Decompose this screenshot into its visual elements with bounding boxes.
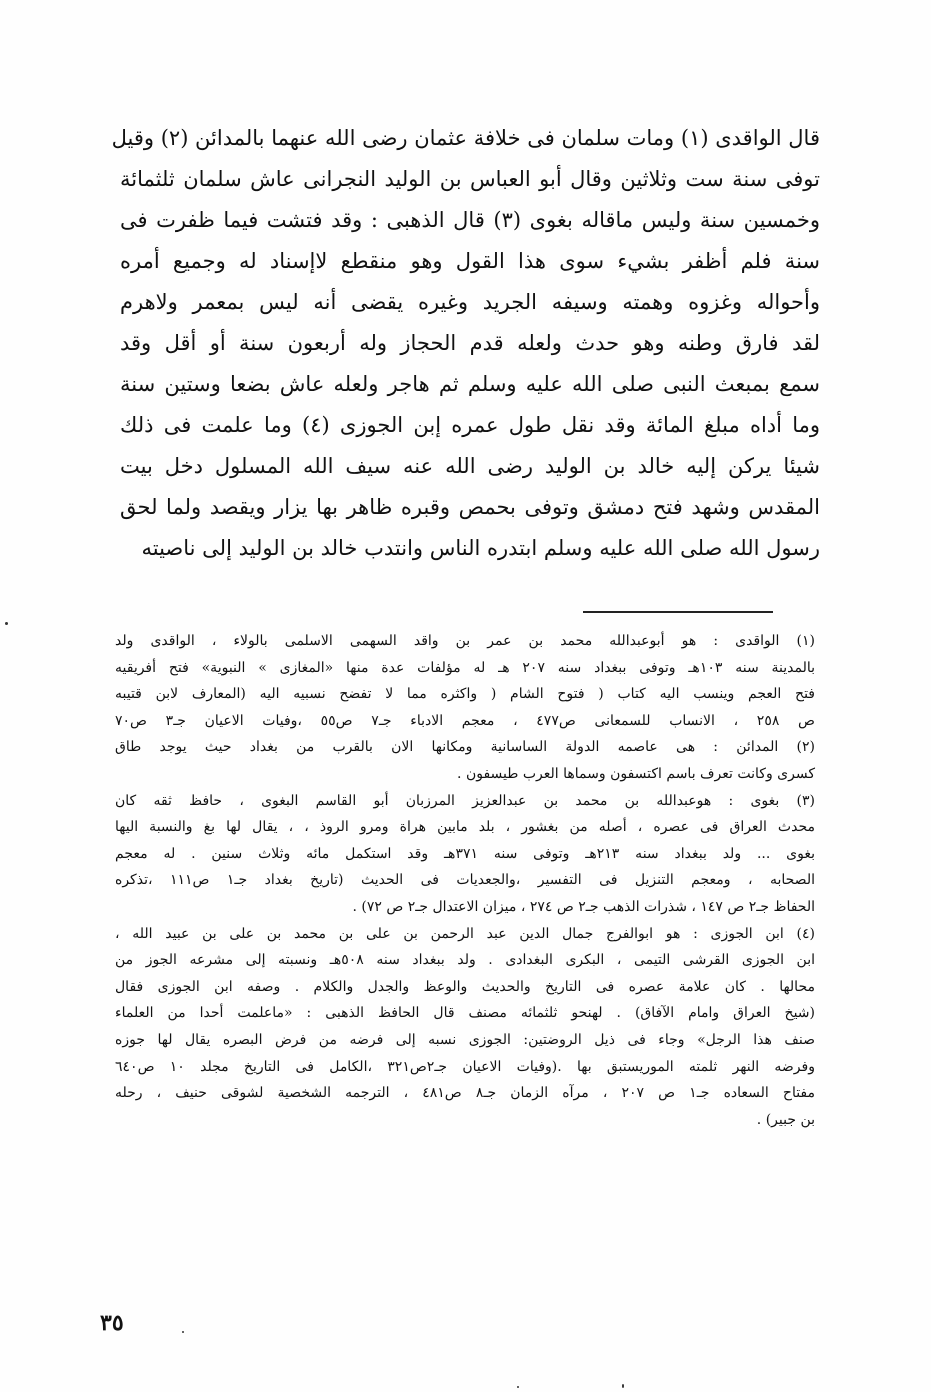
footnote-line: (٣) بغوى : هوعبدالله بن محمد بن عبدالعزيز المرزبان أبو القاسم البغوى ، حافظ ثقه كان: [115, 792, 815, 809]
main-text-block: [111, 118, 820, 569]
footnote-line: بغوى ... ولد ببغداد سنه ٢١٣هـ وتوفى سنه ٣٧١هـ وقد استكمل مائه وثلاث سنين . له معجم: [115, 845, 815, 862]
footnote-line: وفرضه النهر ثلمته الموريستبق بها .(وفيات الاعيان جـ٢ص٣٢١ ،الكامل فى التاريخ مجلد ١٠ ص٦٤٠: [115, 1058, 815, 1075]
footnotes-block: [115, 628, 815, 1133]
main-text-line: سمع بمبعث النبى صلى الله عليه وسلم ثم هاجر ولعله عاش بضعا وستين سنة: [120, 372, 820, 396]
footnote-line: محدث العراق فى عصره ، أصله من بغشور ، بلد مابين هراة ومرو الروذ ، ، يقال لها بغ والنسبة اليها: [115, 819, 815, 836]
scan-speck: [622, 1384, 624, 1388]
scan-speck: [182, 1331, 184, 1333]
footnote-line: الصحابه ، ومعجم التنزيل فى التفسير ،والجعديات فى الحديث (تاريخ بغداد جـ١ ص١١١ ،تذكره: [115, 872, 815, 889]
main-text-line: وخمسين سنة وليس ماقاله بغوى (٣) قال الذهبى : وقد فتشت فيما ظفرت فى: [120, 208, 820, 232]
main-text-line: قال الواقدى (١) ومات سلمان فى خلافة عثمان رضى الله عنهما بالمدائن (٢) وقيل: [111, 126, 820, 150]
footnote-line: مفتاح السعاده جـ١ ص ٢٠٧ ، مرآه الزمان جـ٨ ص٤٨١ ، الترجمه الشخصية لشوقى حنيف ، رحله: [115, 1085, 816, 1102]
main-text-line: وما أداه مبلغ المائة وقد نقل طول عمره إبن الجوزى (٤) وما علمت فى ذلك: [120, 413, 820, 437]
footnote-line: ابن الجوزى القرشى التيمى ، البكرى البغدادى . ولد ببغداد سنه ٥٠٨هـ ونسبته إلى مشرعه الجوز من: [115, 952, 816, 969]
main-text-line: سنة فلم أظفر بشيء سوى هذا القول وهو منقطع لاإسناد له وجميع أمره: [120, 249, 820, 273]
footnote-line: بالمدينة سنه ١٠٣هـ وتوفى ببغداد سنه ٢٠٧ هـ له مؤلفات عدة منها «المغازى » النبوية» فتح أفريقيه: [115, 659, 815, 676]
footnote-line: بن جبير) .: [756, 1111, 815, 1128]
footnote-line: محالها . كان علامة عصره فى التاريخ والحديث والوعظ والجدل والكلام . وصفه ابن الجوزى فقال: [115, 978, 815, 995]
footnote-separator: [583, 611, 773, 613]
footnote-line: (٤) ابن الجوزى : هو ابوالفرج جمال الدين عبد الرحمن بن على بن محمد بن على بن عبيد الله ،: [115, 925, 815, 942]
main-text-line: رسول الله صلى الله عليه وسلم ابتدره الناس وانتدب خالد بن الوليد إلى ناصيته: [141, 536, 820, 560]
main-text-line: وأحواله وغزوه وهمته وسيفه الجريد وغيره يقضى أنه ليس بمعمر ولاهرم: [120, 290, 820, 314]
scan-speck: [5, 622, 8, 625]
scan-speck: [517, 1386, 519, 1388]
footnote-line: كسرى وكانت تعرف باسم اكتسفون وسماها العرب طيسفون .: [457, 765, 815, 782]
footnote-line: (٢) المدائن : هى عاصمه الدولة الساسانية ومكانها الان بالقرب من بغداد حيث يوجد طاق: [115, 739, 815, 756]
footnote-line: (شيخ العراق وامام الآفاق) . لهنحو ثلثمائه مصنف قال الحافظ الذهبى : «ماعلمت أحدا من العلماء: [115, 1005, 815, 1022]
footnote-line: صنف هذا الرجل» وجاء فى ذيل الروضتين: الجوزى نسبه إلى فرضه من فرض البصره يقال لها جوزه: [115, 1031, 815, 1048]
page-number: ٣٥: [100, 1310, 124, 1336]
main-text-line: لقد فارق وطنه وهو حدث ولعله قدم الحجاز وله أربعون سنة أو أقل وقد: [120, 331, 820, 355]
main-text-line: المقدس وشهد فتح دمشق وتوفى بحمص وقبره ظاهر بها يزار ويقصد ولما لحق: [120, 495, 820, 519]
main-text-line: شيئا يركن إليه خالد بن الوليد رضى الله عنه سيف الله المسلول دخل بيت: [120, 454, 820, 478]
footnote-line: الحفاظ جـ٢ ص ١٤٧ ، شذرات الذهب جـ٢ ص ٢٧٤ ، ميزان الاعتدال جـ٢ ص ٧٢) .: [352, 898, 815, 915]
footnote-line: فتح العجم وينسب اليه كتاب ( فتوح الشام ( واكثره مما لا تفضح نسبيه اليه (المعارف لابن قتيبه: [115, 686, 815, 703]
footnote-line: (١) الواقدى : هو أبوعبدالله محمد بن عمر بن واقد السهمى الاسلمى بالولاء ، الواقدى ولد: [115, 633, 815, 649]
footnote-line: ص ٢٥٨ ، الانساب للسمعانى ص٤٧٧ ، معجم الادباء جـ٧ ص٥٥ ،وفيات الاعيان جـ٣ ص٧٠: [115, 712, 815, 729]
main-text-line: توفى سنة ست وثلاثين وقال أبو العباس بن الوليد النجرانى عاش سلمان ثلثمائة: [120, 167, 820, 191]
